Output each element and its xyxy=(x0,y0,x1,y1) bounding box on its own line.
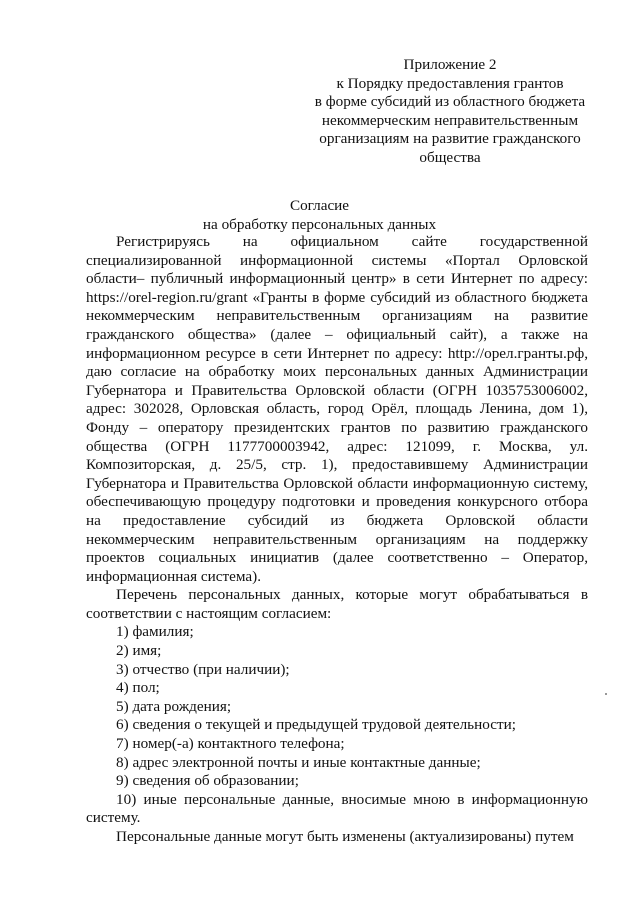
title-line: Согласие xyxy=(289,197,350,214)
personal-data-list xyxy=(86,623,588,828)
consent-paragraph: Регистрируясь на официальном сайте государственной специализированной информационной системы «Портал Орловской области– публичный информационный центр» в сети Интернет по адресу: https://orel-region.ru/grant «Гранты в форме субсидий из областного бюджета некоммерческим неправительственным организациям на развитие гражданского общества» (далее – официальный сайт), а также на информационном ресурсе в сети Интернет по адресу: http://орел.гранты.рф, даю согласие на обработку моих персональных данных Администрации Губернатора и Правительства Орловской области (ОГРН 1035753006002, адрес: 302028, Орловская область, город Орёл, площадь Ленина, дом 1), Фонду – оператору президентских грантов по развитию гражданского общества (ОГРН 1177700003942, адрес: 121099, г. Москва, ул. Композиторская, д. 25/5, стр. 1), предоставившему Администрации Губернатора и Правительства Орловской области информационную систему, обеспечивающую процедуру подготовки и проведения конкурсного отбора на предоставление субсидий из бюджета Орловской области некоммерческим неправительственным организациям на поддержку проектов социальных инициатив (далее соответственно – Оператор, информационная система). xyxy=(86,233,588,585)
appendix-line: в форме субсидий из областного бюджета xyxy=(314,93,586,111)
list-item: 8) адрес электронной почты и иные контактные данные; xyxy=(116,753,481,771)
list-item: 6) сведения о текущей и предыдущей трудовой деятельности; xyxy=(116,716,516,734)
appendix-line: организациям на развитие гражданского xyxy=(319,130,581,148)
subtitle-line: на обработку персональных данных xyxy=(202,215,437,233)
document-title xyxy=(0,197,639,234)
appendix-line: к Порядку предоставления грантов xyxy=(336,74,564,92)
list-item: 9) сведения об образовании; xyxy=(116,772,299,790)
list-item: 5) дата рождения; xyxy=(116,697,232,715)
closing-paragraph: Персональные данные могут быть изменены (актуализированы) путем xyxy=(116,828,574,845)
appendix-line: Приложение 2 xyxy=(403,56,497,73)
appendix-header xyxy=(300,56,600,168)
list-item: 4) пол; xyxy=(116,679,160,697)
scan-speck xyxy=(605,693,607,695)
list-intro-paragraph: Перечень персональных данных, которые могут обрабатываться в соответствии с настоящим согласием: xyxy=(86,586,588,622)
list-item: 10) иные персональные данные, вносимые мною в информационную систему. xyxy=(86,790,588,827)
appendix-line: некоммерческим неправительственным xyxy=(321,111,579,129)
appendix-line: общества xyxy=(419,148,481,166)
list-item: 2) имя; xyxy=(116,642,162,660)
list-item: 1) фамилия; xyxy=(116,623,194,641)
list-item: 3) отчество (при наличии); xyxy=(116,660,290,678)
list-item: 7) номер(-а) контактного телефона; xyxy=(116,735,345,753)
document-body xyxy=(86,233,588,847)
